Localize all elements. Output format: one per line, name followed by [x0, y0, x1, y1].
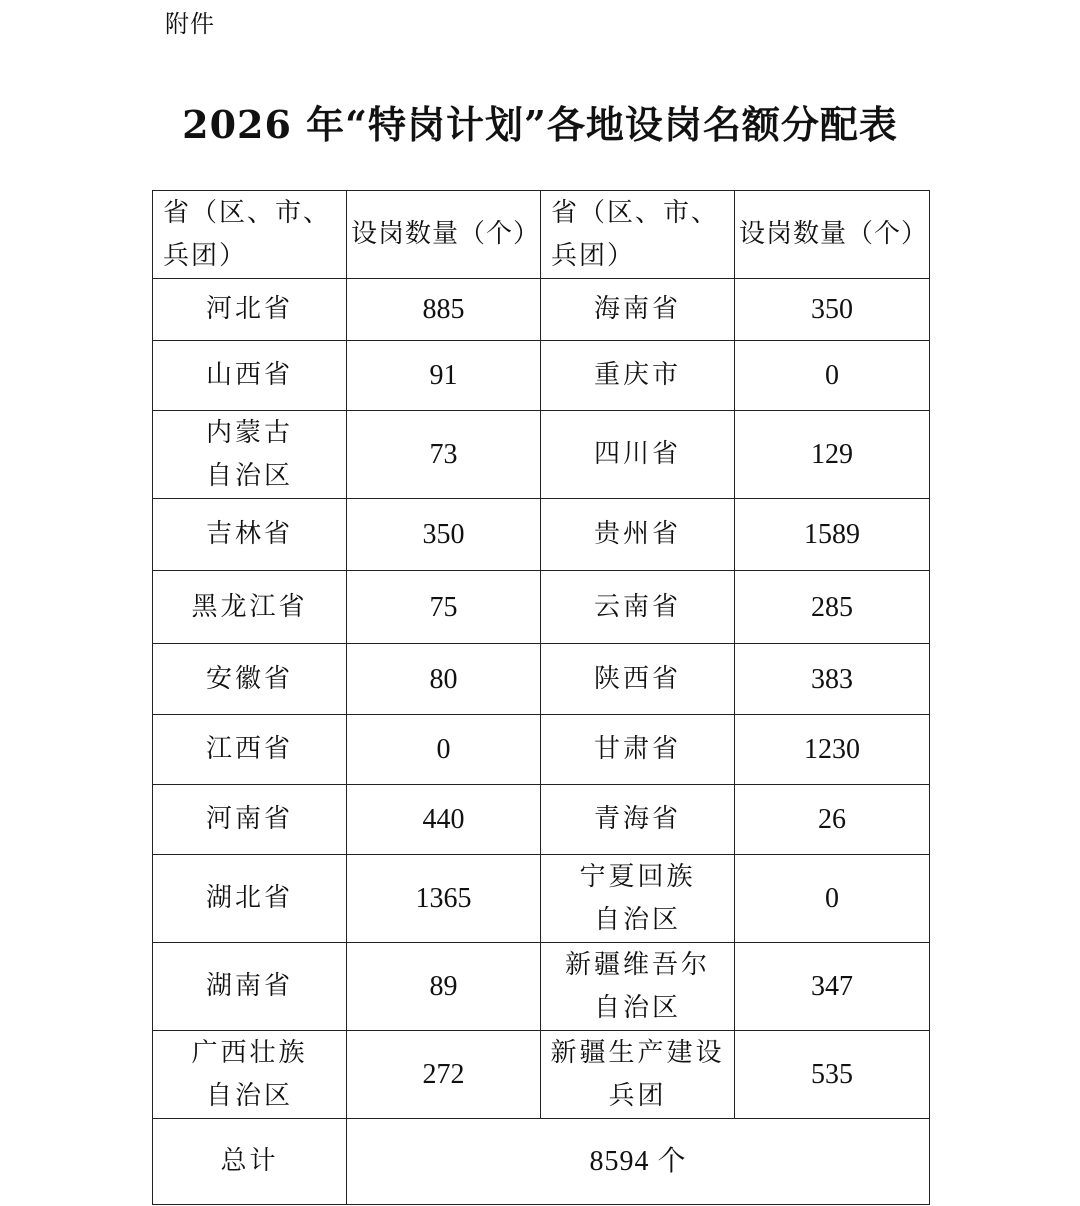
- right-count-cell: 1589: [735, 499, 930, 571]
- left-region-cell: [153, 855, 347, 943]
- right-region-cell: [541, 943, 735, 1031]
- left-count-cell: 75: [347, 571, 541, 644]
- table-row: [153, 855, 930, 943]
- table-row: [153, 785, 930, 855]
- region-name-line: 自治区: [593, 904, 681, 935]
- right-region-cell: [541, 279, 735, 341]
- right-region-cell: [541, 499, 735, 571]
- region-name-line: 海南省: [593, 294, 681, 324]
- right-region-cell: [541, 571, 735, 644]
- region-name-line: 湖北省: [205, 883, 293, 913]
- table-header-row: [153, 191, 930, 279]
- right-count-cell: 350: [735, 279, 930, 341]
- document-title: 2026 年“特岗计划”各地设岗名额分配表: [182, 102, 898, 147]
- table-row: [153, 571, 930, 644]
- left-region-cell: [153, 715, 347, 785]
- left-region-cell: [153, 1031, 347, 1119]
- table-row: [153, 943, 930, 1031]
- right-region-cell: [541, 785, 735, 855]
- header-count-right: 设岗数量（个）: [735, 191, 930, 279]
- right-region-cell: [541, 1031, 735, 1119]
- header-region-line2: 兵团）: [551, 240, 636, 271]
- right-count-cell: 285: [735, 571, 930, 644]
- left-count-cell: 89: [347, 943, 541, 1031]
- quota-table: [152, 190, 930, 1205]
- table-row: [153, 279, 930, 341]
- left-count-cell: 91: [347, 341, 541, 411]
- right-region-cell: [541, 715, 735, 785]
- left-region-cell: [153, 279, 347, 341]
- region-name-line: 江西省: [205, 734, 293, 764]
- left-count-cell: 350: [347, 499, 541, 571]
- right-region-cell: [541, 855, 735, 943]
- right-count-cell: 0: [735, 855, 930, 943]
- left-count-cell: 885: [347, 279, 541, 341]
- region-name-line: 自治区: [205, 460, 293, 491]
- right-count-cell: 0: [735, 341, 930, 411]
- right-region-cell: [541, 411, 735, 499]
- right-region-cell: [541, 341, 735, 411]
- region-name-line: 青海省: [593, 804, 681, 834]
- region-name-line: 云南省: [593, 591, 681, 622]
- region-name-line: 宁夏回族: [579, 861, 696, 892]
- right-count-cell: 347: [735, 943, 930, 1031]
- region-name-line: 安徽省: [205, 663, 293, 694]
- header-region-line2: 兵团）: [163, 240, 248, 271]
- right-count-cell: 129: [735, 411, 930, 499]
- region-name-line: 湖南省: [205, 971, 293, 1001]
- right-count-cell: 1230: [735, 715, 930, 785]
- attachment-label: 附件: [165, 10, 215, 38]
- region-name-line: 内蒙古: [205, 417, 293, 448]
- region-name-line: 吉林省: [205, 519, 293, 549]
- table-row: [153, 499, 930, 571]
- region-name-line: 四川省: [593, 439, 681, 469]
- left-count-cell: 1365: [347, 855, 541, 943]
- left-region-cell: [153, 943, 347, 1031]
- left-count-cell: 80: [347, 644, 541, 715]
- region-name-line: 甘肃省: [593, 734, 681, 764]
- table-row: [153, 1031, 930, 1119]
- left-count-cell: 272: [347, 1031, 541, 1119]
- left-count-cell: 440: [347, 785, 541, 855]
- header-count-left: 设岗数量（个）: [347, 191, 541, 279]
- header-region-line1: 省（区、市、: [551, 197, 720, 228]
- region-name-line: 新疆维吾尔: [564, 949, 710, 980]
- left-region-cell: [153, 499, 347, 571]
- header-region-left: [153, 191, 347, 279]
- region-name-line: 广西壮族: [191, 1037, 308, 1068]
- left-count-cell: 0: [347, 715, 541, 785]
- left-region-cell: [153, 571, 347, 644]
- total-value: 8594 个: [347, 1119, 930, 1205]
- table-row: [153, 644, 930, 715]
- region-name-line: 自治区: [593, 992, 681, 1023]
- region-name-line: 兵团: [608, 1080, 667, 1111]
- region-name-line: 新疆生产建设: [550, 1037, 725, 1068]
- header-region-right: [541, 191, 735, 279]
- region-name-line: 黑龙江省: [191, 591, 308, 622]
- region-name-line: 陕西省: [593, 663, 681, 694]
- left-region-cell: [153, 411, 347, 499]
- table-row: [153, 715, 930, 785]
- left-region-cell: [153, 341, 347, 411]
- total-row: [153, 1119, 930, 1205]
- region-name-line: 山西省: [205, 360, 293, 390]
- total-label: 总计: [153, 1119, 347, 1205]
- right-count-cell: 383: [735, 644, 930, 715]
- table-row: [153, 341, 930, 411]
- region-name-line: 河南省: [205, 804, 293, 834]
- left-region-cell: [153, 644, 347, 715]
- left-region-cell: [153, 785, 347, 855]
- table-row: [153, 411, 930, 499]
- right-count-cell: 26: [735, 785, 930, 855]
- right-region-cell: [541, 644, 735, 715]
- header-region-line1: 省（区、市、: [163, 197, 332, 228]
- right-count-cell: 535: [735, 1031, 930, 1119]
- region-name-line: 自治区: [205, 1080, 293, 1111]
- region-name-line: 贵州省: [593, 519, 681, 549]
- left-count-cell: 73: [347, 411, 541, 499]
- region-name-line: 重庆市: [593, 360, 681, 390]
- region-name-line: 河北省: [205, 294, 293, 324]
- quota-table-body: [153, 191, 930, 1205]
